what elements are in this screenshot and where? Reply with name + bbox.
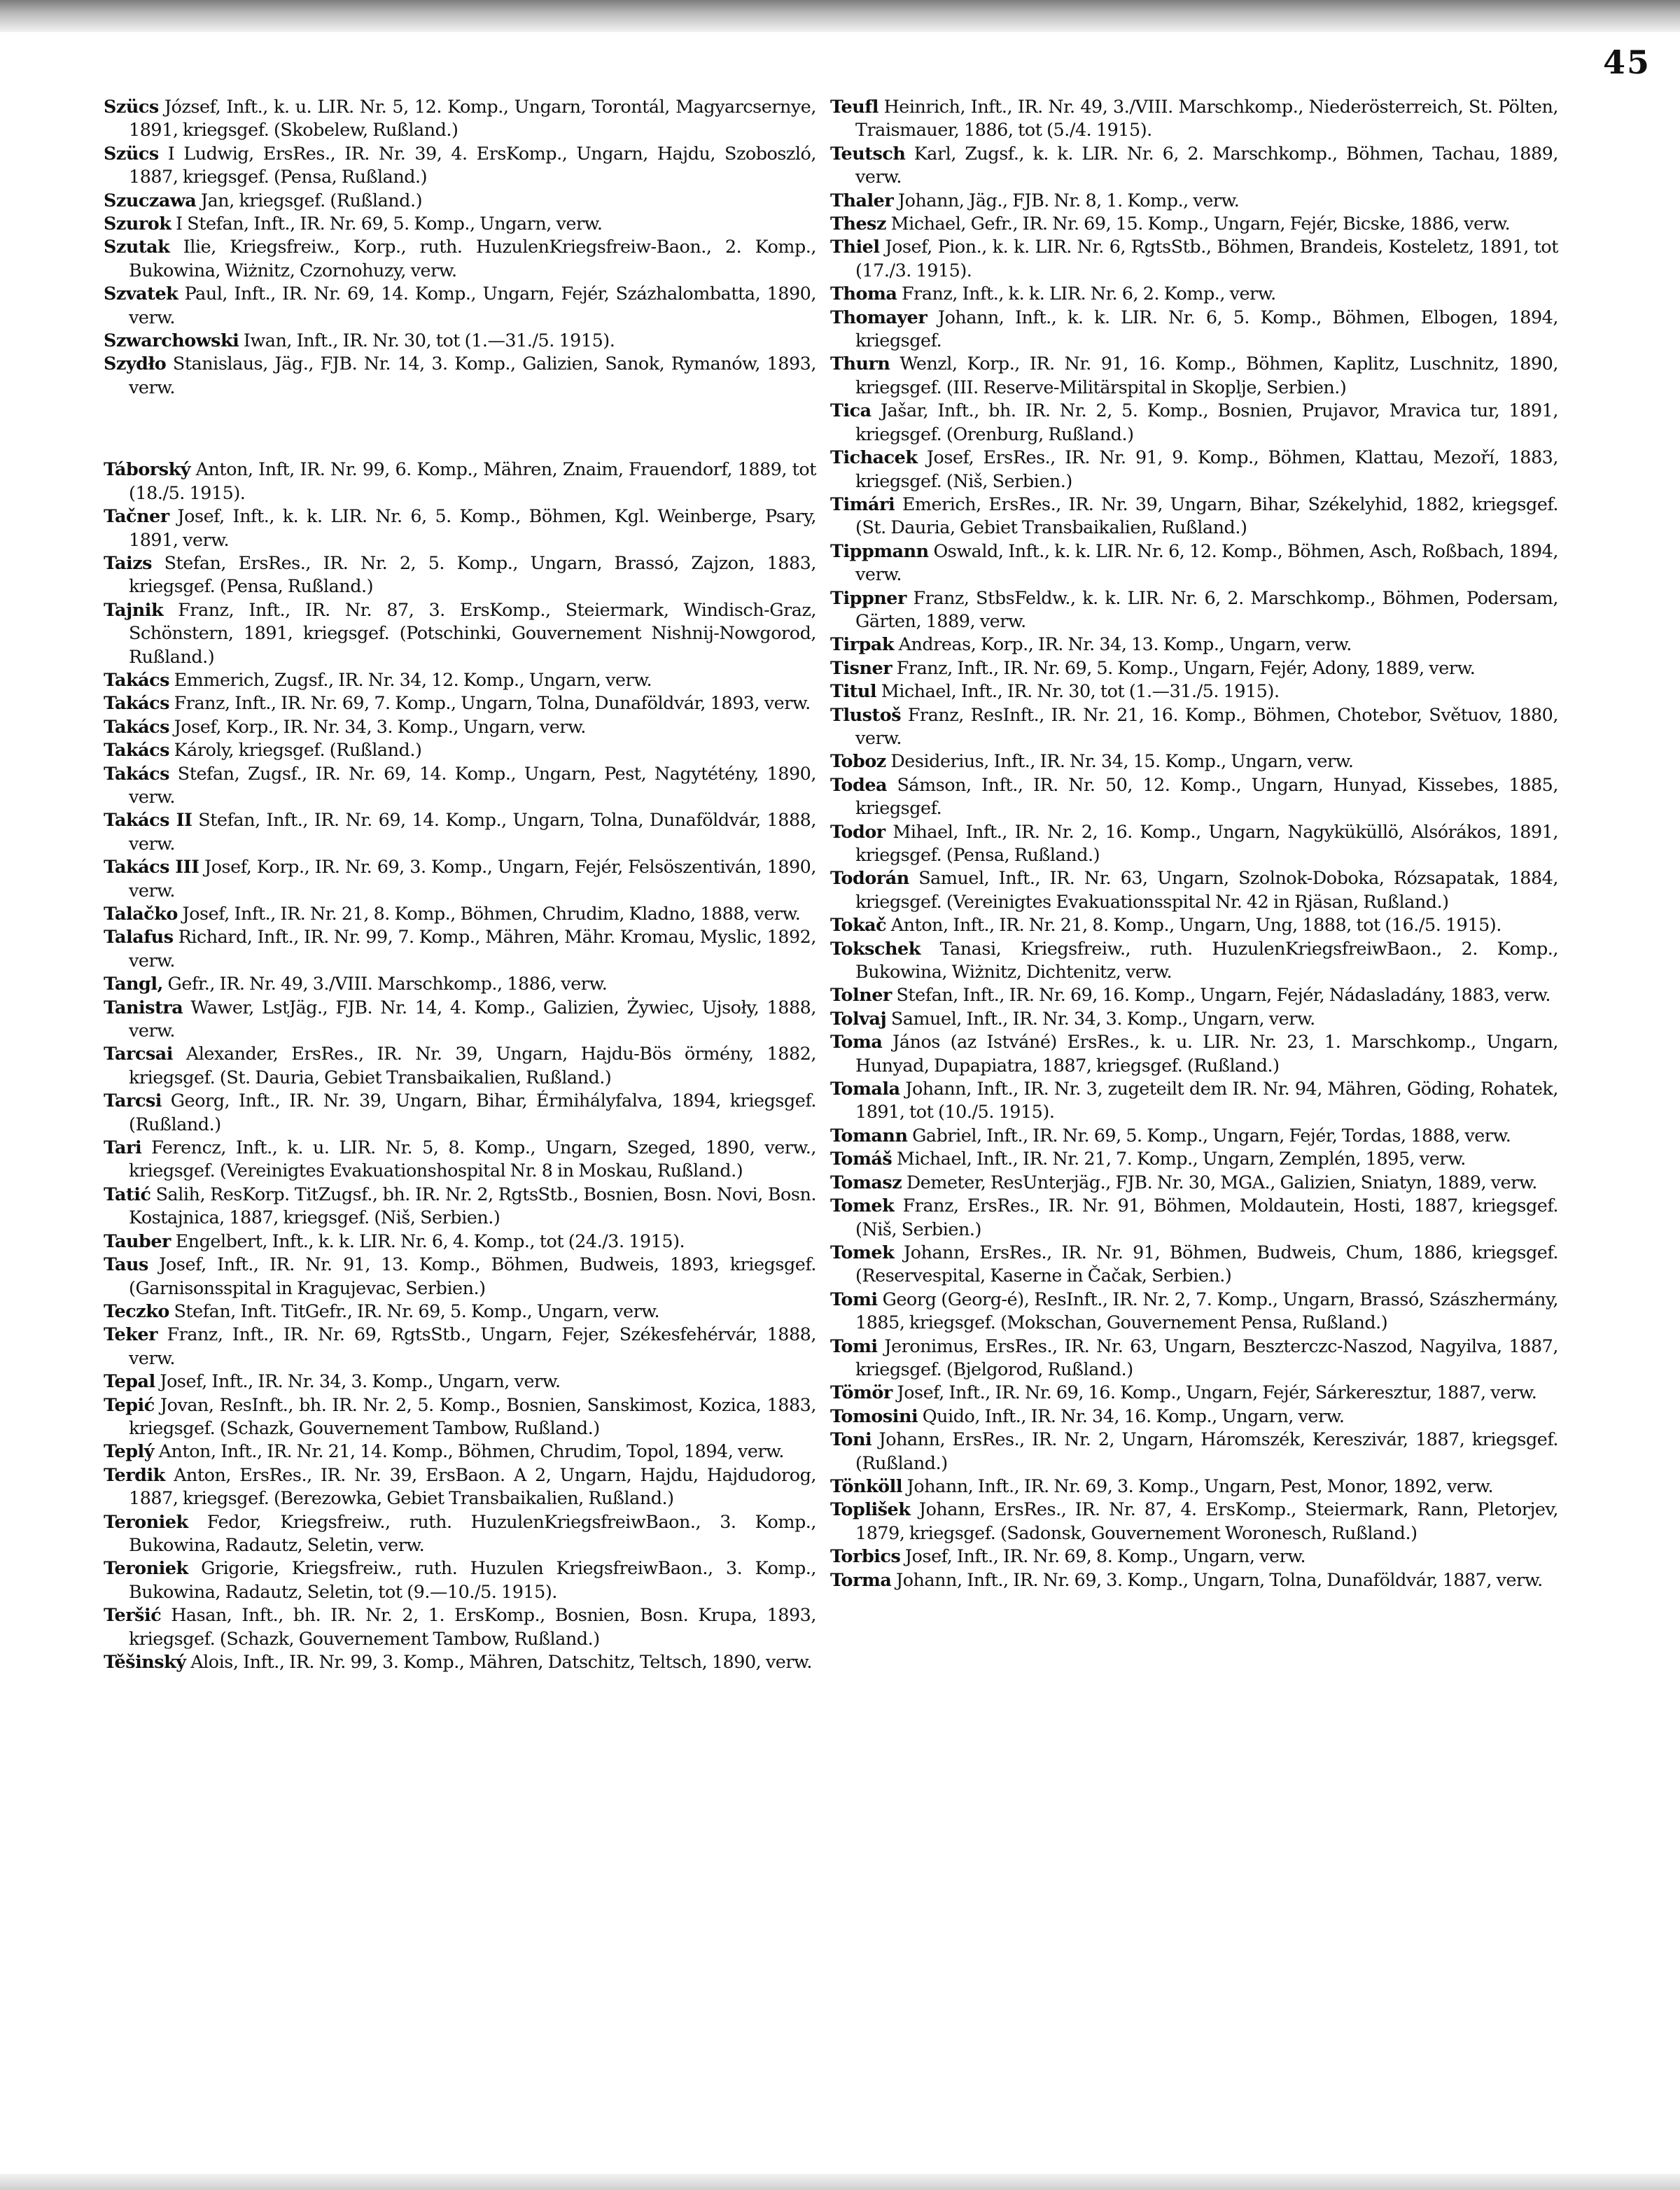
register-entry — [104, 329, 816, 352]
entry-details: Stefan, Inft. TitGefr., IR. Nr. 69, 5. Komp., Ungarn, verw. — [169, 1300, 660, 1321]
entry-surname: Toplišek — [830, 1498, 911, 1520]
entry-surname: Teczko — [104, 1300, 169, 1321]
entry-surname: Tomosini — [830, 1405, 918, 1426]
page-top-edge-shadow — [0, 0, 1680, 32]
entry-surname: Tarcsai — [104, 1043, 173, 1065]
entry-details: Gefr., IR. Nr. 49, 3./VIII. Marschkomp., 1886, verw. — [162, 973, 608, 995]
register-entry — [104, 855, 816, 902]
register-entry — [104, 972, 816, 995]
entry-details: Emerich, ErsRes., IR. Nr. 39, Ungarn, Bihar, Székelyhid, 1882, kriegsgef. (St. Dauria, Gebiet Transbaikalien, Rußland.) — [855, 493, 1558, 538]
entry-surname: Toboz — [830, 750, 886, 772]
register-entry — [104, 808, 816, 855]
register-entry — [104, 142, 816, 189]
register-entry — [830, 983, 1558, 1006]
register-entry — [104, 1394, 816, 1440]
entry-surname: Tomi — [830, 1288, 878, 1310]
entry-details: Johann, Inft., IR. Nr. 3, zugeteilt dem IR. Nr. 94, Mähren, Göding, Rohatek, 1891, tot (10./5. 1915). — [855, 1078, 1558, 1123]
entry-surname: Szücs — [104, 96, 159, 117]
entry-surname: Talafus — [104, 926, 174, 948]
register-entry — [104, 1440, 816, 1463]
register-entry — [830, 1288, 1558, 1335]
register-entry — [104, 668, 816, 692]
entry-details: Richard, Inft., IR. Nr. 99, 7. Komp., Mähren, Mähr. Kromau, Myslic, 1892, verw. — [129, 926, 816, 971]
entry-surname: Tomáš — [830, 1148, 892, 1170]
register-entry — [830, 493, 1558, 540]
entry-surname: Thomayer — [830, 306, 927, 328]
entry-surname: Teplý — [104, 1440, 155, 1462]
entry-details: Stanislaus, Jäg., FJB. Nr. 14, 3. Komp., Galizien, Sanok, Rymanów, 1893, verw. — [129, 353, 816, 398]
register-entry — [104, 552, 816, 598]
entry-surname: Teroniek — [104, 1510, 188, 1532]
entry-surname: Teufl — [830, 96, 878, 117]
entry-details: Jeronimus, ErsRes., IR. Nr. 63, Ungarn, Beszterczc-Naszod, Nagyilva, 1887, kriegsgef. (Bjelgorod, Rußland.) — [855, 1335, 1558, 1380]
entry-surname: Takács III — [104, 856, 200, 878]
entry-details: Jašar, Inft., bh. IR. Nr. 2, 5. Komp., Bosnien, Prujavor, Mravica tur, 1891, kriegsgef. (Orenburg, Rußland.) — [855, 400, 1558, 444]
register-entry — [830, 1194, 1558, 1241]
register-entry — [830, 750, 1558, 773]
entry-surname: Tangl, — [104, 973, 163, 995]
entry-surname: Takács — [104, 739, 170, 761]
entry-surname: Tajnik — [104, 598, 164, 620]
entry-surname: Thurn — [830, 353, 890, 374]
entry-surname: Tomek — [830, 1195, 895, 1216]
register-entry — [104, 715, 816, 738]
entry-details: Johann, Inft., IR. Nr. 69, 3. Komp., Ungarn, Tolna, Dunaföldvár, 1887, verw. — [891, 1568, 1543, 1590]
entry-surname: Torbics — [830, 1545, 901, 1567]
entry-details: Josef, Pion., k. k. LIR. Nr. 6, RgtsStb., Böhmen, Brandeis, Kosteletz, 1891, tot (17./3. 1915). — [855, 236, 1558, 281]
entry-details: I Stefan, Inft., IR. Nr. 69, 5. Komp., Ungarn, verw. — [171, 213, 603, 234]
entry-details: Josef, Inft., IR. Nr. 21, 8. Komp., Böhmen, Chrudim, Kladno, 1888, verw. — [177, 903, 801, 924]
register-entry — [830, 1498, 1558, 1545]
entry-details: Samuel, Inft., IR. Nr. 63, Ungarn, Szolnok-Doboka, Rózsapatak, 1884, kriegsgef. (Vereinigtes Evakuationsspital Nr. 42 in Rjäsan, Rußland.) — [855, 867, 1558, 912]
entry-surname: Taizs — [104, 552, 153, 573]
register-entry — [830, 587, 1558, 633]
register-entry — [104, 692, 816, 715]
entry-surname: Takács — [104, 715, 170, 737]
entry-details: Fedor, Kriegsfreiw., ruth. HuzulenKriegsfreiwBaon., 3. Komp., Bukowina, Radautz, Seletin, verw. — [129, 1510, 816, 1555]
entry-details: Josef, Korp., IR. Nr. 69, 3. Komp., Ungarn, Fejér, Felsöszentiván, 1890, verw. — [129, 856, 817, 901]
entry-details: Franz, ResInft., IR. Nr. 21, 16. Komp., Böhmen, Chotebor, Světuov, 1880, verw. — [855, 703, 1558, 748]
entry-surname: Tomasz — [830, 1171, 902, 1193]
entry-details: Franz, Inft., IR. Nr. 87, 3. ErsKomp., Steiermark, Windisch-Graz, Schönstern, 1891, kriegsgef. (Potschinki, Gouvernement Nishnij-Nowgorod, Rußland.) — [129, 598, 816, 667]
register-entry — [104, 95, 816, 142]
entry-surname: Tokschek — [830, 937, 920, 959]
entry-surname: Tlustoš — [830, 703, 902, 725]
register-entry — [830, 235, 1558, 282]
entry-surname: Tomala — [830, 1078, 900, 1100]
entry-surname: Takács — [104, 692, 170, 714]
entry-details: Josef, Inft., k. k. LIR. Nr. 6, 5. Komp., Böhmen, Kgl. Weinberge, Psary, 1891, verw. — [129, 505, 816, 550]
register-entry — [104, 1089, 816, 1136]
entry-details: Michael, Inft., IR. Nr. 21, 7. Komp., Ungarn, Zemplén, 1895, verw. — [892, 1148, 1466, 1170]
register-entry — [104, 1300, 816, 1323]
entry-surname: Těšinský — [104, 1651, 186, 1672]
entry-details: Quido, Inft., IR. Nr. 34, 16. Komp., Ungarn, verw. — [918, 1405, 1345, 1426]
entry-details: Emmerich, Zugsf., IR. Nr. 34, 12. Komp., Ungarn, verw. — [169, 668, 652, 690]
register-entry — [104, 1230, 816, 1253]
entry-details: Johann, ErsRes., IR. Nr. 87, 4. ErsKomp., Steiermark, Rann, Pletorjev, 1879, kriegsgef. (Sadonsk, Gouvernement Woronesch, Rußland.) — [855, 1498, 1558, 1543]
entry-surname: Szücs — [104, 142, 159, 164]
register-entry — [104, 1042, 816, 1089]
entry-surname: Todor — [830, 820, 886, 842]
register-entry — [830, 446, 1558, 493]
entry-details: Sámson, Inft., IR. Nr. 50, 12. Komp., Ungarn, Hunyad, Kissebes, 1885, kriegsgef. — [855, 773, 1558, 819]
entry-surname: Toma — [830, 1031, 883, 1053]
right-column-section-t — [830, 95, 1558, 1592]
entry-details: Johann, Jäg., FJB. Nr. 8, 1. Komp., verw. — [893, 189, 1240, 211]
entry-surname: Tisner — [830, 657, 892, 678]
register-entry — [830, 282, 1558, 305]
entry-details: Károly, kriegsgef. (Rußland.) — [169, 739, 422, 761]
register-entry — [104, 212, 816, 235]
entry-details: Ilie, Kriegsfreiw., Korp., ruth. HuzulenKriegsfreiw-Baon., 2. Komp., Bukowina, Wiżnitz, Czornohuzy, verw. — [129, 236, 816, 281]
entry-details: János (az Istváné) ErsRes., k. u. LIR. Nr. 23, 1. Marschkomp., Ungarn, Hunyad, Dupapiatra, 1887, kriegsgef. (Rußland.) — [855, 1031, 1558, 1076]
entry-surname: Szuczawa — [104, 189, 197, 211]
entry-details: Anton, Inft., IR. Nr. 21, 8. Komp., Ungarn, Ung, 1888, tot (16./5. 1915). — [886, 914, 1502, 936]
entry-details: Josef, Inft., IR. Nr. 69, 8. Komp., Ungarn, verw. — [900, 1545, 1306, 1567]
entry-details: Karl, Zugsf., k. k. LIR. Nr. 6, 2. Marschkomp., Böhmen, Tachau, 1889, verw. — [855, 142, 1558, 188]
register-entry — [104, 1370, 816, 1393]
entry-surname: Tepić — [104, 1394, 155, 1415]
entry-surname: Talačko — [104, 903, 178, 924]
entry-surname: Tippmann — [830, 540, 929, 561]
entry-surname: Teroniek — [104, 1557, 188, 1579]
entry-details: Josef, Inft., IR. Nr. 69, 16. Komp., Ungarn, Fejér, Sárkeresztur, 1887, verw. — [892, 1382, 1537, 1403]
register-entry — [104, 738, 816, 761]
entry-details: Johann, ErsRes., IR. Nr. 2, Ungarn, Háromszék, Kereszivár, 1887, kriegsgef. (Rußland.) — [855, 1429, 1558, 1473]
entry-details: Franz, StbsFeldw., k. k. LIR. Nr. 6, 2. Marschkomp., Böhmen, Podersam, Gärten, 1889, verw. — [855, 587, 1558, 631]
entry-details: Georg, Inft., IR. Nr. 39, Ungarn, Bihar, Érmihályfalva, 1894, kriegsgef. (Rußland.) — [129, 1090, 816, 1135]
register-entry — [104, 458, 816, 505]
entry-surname: Terdik — [104, 1463, 165, 1485]
entry-surname: Torma — [830, 1568, 892, 1590]
register-entry — [104, 996, 816, 1043]
register-entry — [104, 235, 816, 282]
register-entry — [104, 1253, 816, 1300]
entry-surname: Titul — [830, 680, 877, 702]
entry-surname: Tauber — [104, 1230, 171, 1251]
entry-surname: Tatić — [104, 1183, 151, 1205]
entry-details: Georg (Georg-é), ResInft., IR. Nr. 2, 7. Komp., Ungarn, Brassó, Szászhermány, 1885, kriegsgef. (Mokschan, Gouvernement Pensa, Rußland.) — [855, 1288, 1558, 1333]
register-entry — [830, 913, 1558, 936]
entry-surname: Teutsch — [830, 142, 906, 164]
entry-details: Franz, Inft., IR. Nr. 69, 7. Komp., Ungarn, Tolna, Dunaföldvár, 1893, verw. — [169, 692, 811, 714]
entry-details: Mihael, Inft., IR. Nr. 2, 16. Komp., Ungarn, Nagyküküllö, Alsórákos, 1891, kriegsgef. (Pensa, Rußland.) — [855, 820, 1558, 865]
register-entry — [104, 762, 816, 809]
right-column — [830, 95, 1558, 1592]
entry-details: Gabriel, Inft., IR. Nr. 69, 5. Komp., Ungarn, Fejér, Tordas, 1888, verw. — [907, 1124, 1511, 1146]
entry-details: Johann, Inft., k. k. LIR. Nr. 6, 5. Komp., Böhmen, Elbogen, 1894, kriegsgef. — [855, 306, 1558, 351]
entry-details: Franz, Inft., k. k. LIR. Nr. 6, 2. Komp., verw. — [897, 283, 1276, 304]
entry-surname: Tomi — [830, 1335, 878, 1356]
entry-surname: Thoma — [830, 283, 897, 304]
left-column — [104, 95, 816, 1673]
entry-details: Stefan, ErsRes., IR. Nr. 2, 5. Komp., Ungarn, Brassó, Zajzon, 1883, kriegsgef. (Pensa, Rußland.) — [129, 552, 816, 597]
register-entry — [104, 925, 816, 972]
entry-details: Andreas, Korp., IR. Nr. 34, 13. Komp., Ungarn, verw. — [894, 633, 1352, 655]
entry-details: Paul, Inft., IR. Nr. 69, 14. Komp., Ungarn, Fejér, Százhalombatta, 1890, verw. — [129, 283, 816, 328]
register-entry — [830, 1335, 1558, 1382]
register-entry — [830, 1171, 1558, 1194]
entry-details: Demeter, ResUnterjäg., FJB. Nr. 30, MGA., Galizien, Sniatyn, 1889, verw. — [902, 1171, 1537, 1193]
entry-surname: Takács — [104, 668, 170, 690]
entry-details: Salih, ResKorp. TitZugsf., bh. IR. Nr. 2, RgtsStb., Bosnien, Bosn. Novi, Bosn. Kostajnica, 1887, kriegsgef. (Niš, Serbien.) — [129, 1183, 816, 1228]
register-entry — [104, 1136, 816, 1183]
entry-surname: Timári — [830, 493, 895, 514]
entry-details: Stefan, Zugsf., IR. Nr. 69, 14. Komp., Ungarn, Pest, Nagytétény, 1890, verw. — [129, 762, 816, 807]
register-entry — [830, 352, 1558, 399]
register-entry — [830, 657, 1558, 680]
entry-details: Franz, ErsRes., IR. Nr. 91, Böhmen, Moldautein, Hosti, 1887, kriegsgef. (Niš, Serbien.) — [855, 1195, 1558, 1240]
entry-surname: Szutak — [104, 236, 170, 258]
entry-surname: Szwarchowski — [104, 330, 239, 351]
entry-details: Stefan, Inft., IR. Nr. 69, 16. Komp., Ungarn, Fejér, Nádasladány, 1883, verw. — [891, 984, 1551, 1006]
register-entry — [104, 902, 816, 925]
entry-surname: Thesz — [830, 213, 886, 234]
register-entry — [830, 1241, 1558, 1288]
entry-surname: Tarcsi — [104, 1090, 162, 1111]
entry-details: Wenzl, Korp., IR. Nr. 91, 16. Komp., Böhmen, Kaplitz, Luschnitz, 1890, kriegsgef. (III. Reserve-Militärspital in Skoplje, Serbien.) — [855, 353, 1558, 398]
entry-details: József, Inft., k. u. LIR. Nr. 5, 12. Komp., Ungarn, Torontál, Magyarcsernye, 1891, kriegsgef. (Skobelew, Rußland.) — [129, 96, 816, 141]
entry-surname: Tippner — [830, 587, 906, 608]
entry-surname: Takács II — [104, 809, 192, 831]
register-entry — [830, 703, 1558, 750]
register-entry — [830, 1030, 1558, 1077]
entry-surname: Tichacek — [830, 447, 918, 468]
register-entry — [830, 1124, 1558, 1147]
entry-details: Engelbert, Inft., k. k. LIR. Nr. 6, 4. Komp., tot (24./3. 1915). — [170, 1230, 685, 1251]
register-entry — [104, 1323, 816, 1370]
entry-surname: Tönköll — [830, 1475, 903, 1496]
entry-surname: Tepal — [104, 1370, 155, 1392]
entry-surname: Teršić — [104, 1604, 162, 1626]
entry-details: I Ludwig, ErsRes., IR. Nr. 39, 4. ErsKomp., Ungarn, Hajdu, Szoboszló, 1887, kriegsgef. (Pensa, Rußland.) — [129, 142, 816, 188]
entry-details: Stefan, Inft., IR. Nr. 69, 14. Komp., Ungarn, Tolna, Dunaföldvár, 1888, verw. — [129, 809, 816, 854]
register-entry — [104, 1183, 816, 1230]
entry-details: Anton, ErsRes., IR. Nr. 39, ErsBaon. A 2, Ungarn, Hajdu, Hajdudorog, 1887, kriegsgef. (Berezowka, Gebiet Transbaikalien, Rußland.) — [129, 1463, 816, 1509]
entry-details: Anton, Inft., IR. Nr. 21, 14. Komp., Böhmen, Chrudim, Topol, 1894, verw. — [154, 1440, 785, 1462]
entry-surname: Thiel — [830, 236, 880, 258]
entry-surname: Todorán — [830, 867, 909, 889]
entry-details: Alois, Inft., IR. Nr. 99, 3. Komp., Mähren, Datschitz, Teltsch, 1890, verw. — [186, 1651, 812, 1672]
left-column-section-s — [104, 95, 816, 399]
page-number: 45 — [1603, 43, 1651, 81]
register-entry — [830, 773, 1558, 820]
entry-surname: Toni — [830, 1429, 872, 1450]
entry-details: Johann, Inft., IR. Nr. 69, 3. Komp., Ungarn, Pest, Monor, 1892, verw. — [902, 1475, 1494, 1496]
entry-surname: Takács — [104, 762, 170, 784]
entry-surname: Taus — [104, 1254, 148, 1275]
entry-surname: Thaler — [830, 189, 894, 211]
register-entry — [830, 95, 1558, 142]
register-entry — [104, 189, 816, 212]
entry-surname: Tanistra — [104, 996, 183, 1018]
register-entry — [830, 212, 1558, 235]
section-gap — [104, 399, 816, 458]
register-entry — [830, 1405, 1558, 1428]
entry-details: Franz, Inft., IR. Nr. 69, 5. Komp., Ungarn, Fejér, Adony, 1889, verw. — [892, 657, 1476, 678]
entry-details: Josef, Inft., IR. Nr. 91, 13. Komp., Böhmen, Budweis, 1893, kriegsgef. (Garnisonsspital in Kragujevac, Serbien.) — [129, 1254, 816, 1298]
entry-details: Johann, ErsRes., IR. Nr. 91, Böhmen, Budweis, Chum, 1886, kriegsgef. (Reservespital, Kaserne in Čačak, Serbien.) — [855, 1241, 1558, 1286]
register-entry — [830, 866, 1558, 913]
register-entry — [830, 1381, 1558, 1404]
register-entry — [830, 189, 1558, 212]
entry-details: Grigorie, Kriegsfreiw., ruth. Huzulen KriegsfreiwBaon., 3. Komp., Bukowina, Radautz, Seletin, tot (9.—10./5. 1915). — [129, 1557, 816, 1602]
entry-details: Alexander, ErsRes., IR. Nr. 39, Ungarn, Hajdu-Bös örmény, 1882, kriegsgef. (St. Dauria, Gebiet Transbaikalien, Rußland.) — [129, 1043, 816, 1088]
entry-surname: Todea — [830, 773, 888, 795]
entry-surname: Tolner — [830, 984, 892, 1006]
register-entry — [830, 680, 1558, 703]
register-entry — [830, 1545, 1558, 1568]
entry-details: Michael, Inft., IR. Nr. 30, tot (1.—31./5. 1915). — [876, 680, 1280, 702]
register-entry — [830, 1568, 1558, 1592]
register-entry — [830, 937, 1558, 984]
register-entry — [830, 1007, 1558, 1030]
register-entry — [104, 1650, 816, 1673]
entry-details: Michael, Gefr., IR. Nr. 69, 15. Komp., Ungarn, Fejér, Bicske, 1886, verw. — [886, 213, 1511, 234]
register-entry — [104, 505, 816, 552]
entry-surname: Tirpak — [830, 633, 895, 655]
entry-details: Iwan, Inft., IR. Nr. 30, tot (1.—31./5. 1915). — [239, 330, 615, 351]
register-entry — [104, 282, 816, 329]
register-entry — [830, 399, 1558, 446]
register-entry — [104, 598, 816, 668]
register-entry — [830, 540, 1558, 587]
register-entry — [830, 633, 1558, 656]
entry-surname: Tica — [830, 400, 872, 421]
entry-details: Oswald, Inft., k. k. LIR. Nr. 6, 12. Komp., Böhmen, Asch, Roßbach, 1894, verw. — [855, 540, 1558, 585]
entry-surname: Tačner — [104, 505, 169, 527]
register-entry — [104, 1603, 816, 1650]
entry-surname: Tömör — [830, 1382, 892, 1403]
register-entry — [830, 142, 1558, 189]
entry-surname: Szurok — [104, 213, 172, 234]
entry-details: Desiderius, Inft., IR. Nr. 34, 15. Komp., Ungarn, verw. — [886, 750, 1354, 772]
entry-details: Tanasi, Kriegsfreiw., ruth. HuzulenKriegsfreiwBaon., 2. Komp., Bukowina, Wiżnitz, Dichtenitz, verw. — [855, 937, 1558, 983]
register-entry — [104, 352, 816, 399]
entry-surname: Tolvaj — [830, 1007, 887, 1029]
left-column-section-t — [104, 458, 816, 1673]
entry-surname: Tokač — [830, 914, 887, 936]
entry-details: Jan, kriegsgef. (Rußland.) — [196, 189, 423, 211]
entry-surname: Teker — [104, 1324, 158, 1345]
register-entry — [830, 1077, 1558, 1124]
entry-details: Franz, Inft., IR. Nr. 69, RgtsStb., Ungarn, Fejer, Székesfehérvár, 1888, verw. — [129, 1324, 816, 1368]
entry-details: Josef, Korp., IR. Nr. 34, 3. Komp., Ungarn, verw. — [169, 715, 586, 737]
register-entry — [830, 1428, 1558, 1475]
entry-details: Heinrich, Inft., IR. Nr. 49, 3./VIII. Marschkomp., Niederösterreich, St. Pölten, Traismauer, 1886, tot (5./4. 1915). — [855, 96, 1558, 141]
entry-surname: Táborský — [104, 458, 191, 480]
entry-details: Samuel, Inft., IR. Nr. 34, 3. Komp., Ungarn, verw. — [886, 1007, 1315, 1029]
register-entry — [104, 1510, 816, 1557]
register-entry — [104, 1557, 816, 1603]
entry-surname: Tomek — [830, 1241, 895, 1263]
register-entry — [830, 1147, 1558, 1170]
register-entry — [830, 1475, 1558, 1498]
page-bottom-edge — [0, 2174, 1680, 2190]
entry-details: Ferencz, Inft., k. u. LIR. Nr. 5, 8. Komp., Ungarn, Szeged, 1890, verw., kriegsgef. (Vereinigtes Evakuationshospital Nr. 8 in Moskau, Rußland.) — [129, 1137, 816, 1181]
register-entry — [104, 1463, 816, 1510]
entry-details: Hasan, Inft., bh. IR. Nr. 2, 1. ErsKomp., Bosnien, Bosn. Krupa, 1893, kriegsgef. (Schazk, Gouvernement Tambow, Rußland.) — [129, 1604, 816, 1649]
entry-details: Josef, ErsRes., IR. Nr. 91, 9. Komp., Böhmen, Klattau, Mezoří, 1883, kriegsgef. (Niš, Serbien.) — [855, 447, 1558, 491]
register-entry — [830, 820, 1558, 867]
entry-details: Jovan, ResInft., bh. IR. Nr. 2, 5. Komp., Bosnien, Sanskimost, Kozica, 1883, kriegsgef. (Schazk, Gouvernement Tambow, Rußland.) — [129, 1394, 816, 1438]
entry-surname: Szvatek — [104, 283, 178, 304]
register-entry — [830, 306, 1558, 353]
entry-details: Josef, Inft., IR. Nr. 34, 3. Komp., Ungarn, verw. — [155, 1370, 561, 1392]
entry-surname: Tomann — [830, 1124, 908, 1146]
entry-surname: Szydło — [104, 353, 167, 374]
entry-details: Anton, Inft, IR. Nr. 99, 6. Komp., Mähren, Znaim, Frauendorf, 1889, tot (18./5. 1915). — [129, 458, 816, 503]
entry-surname: Tari — [104, 1137, 142, 1158]
entry-details: Wawer, LstJäg., FJB. Nr. 14, 4. Komp., Galizien, Żywiec, Ujsoły, 1888, verw. — [129, 996, 816, 1041]
